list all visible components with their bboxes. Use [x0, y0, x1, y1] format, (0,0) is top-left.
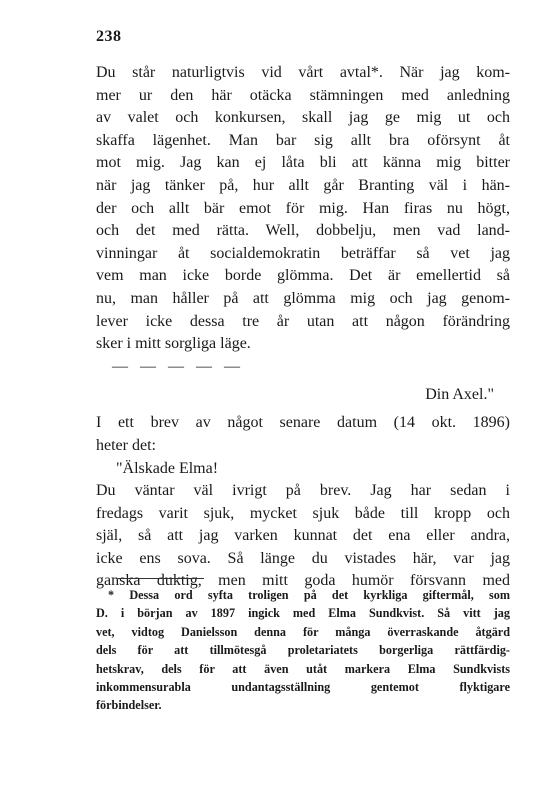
footnote-line: inkommensurabla undantagsställning gentemot flyktigare [96, 679, 510, 694]
text-line: skaffa lägenhet. Man bar sig allt bra oförsynt åt [96, 131, 510, 149]
text-line: av valet och konkursen, skall jag ge mig ut och [96, 109, 510, 127]
text-line: heter det: [96, 436, 156, 454]
letter-salutation: "Älskade Elma! [116, 459, 219, 477]
text-line: vinningar åt socialdemokratin beträffar så vet jag [96, 244, 510, 262]
footnote-line: hetskrav, dels för att även utåt markera Elma Sundkvists [96, 661, 510, 676]
footnote-rule [118, 578, 204, 579]
footnote-line: vet, vidtog Danielsson denna för många överraskande åtgärd [96, 624, 510, 639]
footnote [96, 586, 510, 715]
section-separator: — — — — — [112, 357, 244, 375]
footnote-line: dels för att tillmötesgå proletariatets borgerliga rättfärdig- [96, 643, 510, 658]
text-line: sker i mitt sorgliga läge. [96, 335, 251, 353]
text-line: der och allt bär emot för mig. Han firas nu högt, [96, 199, 510, 217]
body-text [96, 62, 510, 593]
text-line: mer ur den här otäcka stämningen med anledning [96, 86, 510, 104]
text-line: mot mig. Jag kan ej låta bli att känna mig bitter [96, 154, 510, 172]
text-line: lever icke dessa tre år utan att någon förändring [96, 312, 510, 330]
text-line: själ, så att jag varken kunnat det ena eller andra, [96, 527, 510, 545]
text-line: vem man icke borde glömma. Det är emellertid så [96, 267, 510, 285]
text-line: Du väntar väl ivrigt på brev. Jag har sedan i [96, 482, 510, 500]
text-line: I ett brev av något senare datum (14 okt. 1896) [96, 414, 510, 432]
footnote-line: * Dessa ord syfta troligen på det kyrkliga giftermål, som [108, 588, 510, 602]
letter-signature: Din Axel." [425, 386, 494, 404]
text-line: och det med rätta. Well, dobbelju, men vad land- [96, 222, 510, 240]
text-line: nu, man håller på att glömma mig och jag genom- [96, 289, 510, 307]
text-line: Du står naturligtvis vid vårt avtal*. När jag kom- [96, 64, 510, 81]
text-line: ganska duktig, men mitt goda humör försvann med [96, 572, 510, 590]
text-line: fredags varit sjuk, mycket sjuk både till kropp och [96, 504, 510, 522]
text-line: icke ens sova. Så länge du vistades här, var jag [96, 549, 510, 567]
page-number: 238 [96, 28, 122, 45]
footnote-line: förbindelser. [96, 698, 162, 713]
text-line: när jag tänker på, hur allt går Branting väl i hän- [96, 176, 510, 194]
footnote-line: D. i början av 1897 ingick med Elma Sundkvist. Så vitt jag [96, 606, 510, 621]
